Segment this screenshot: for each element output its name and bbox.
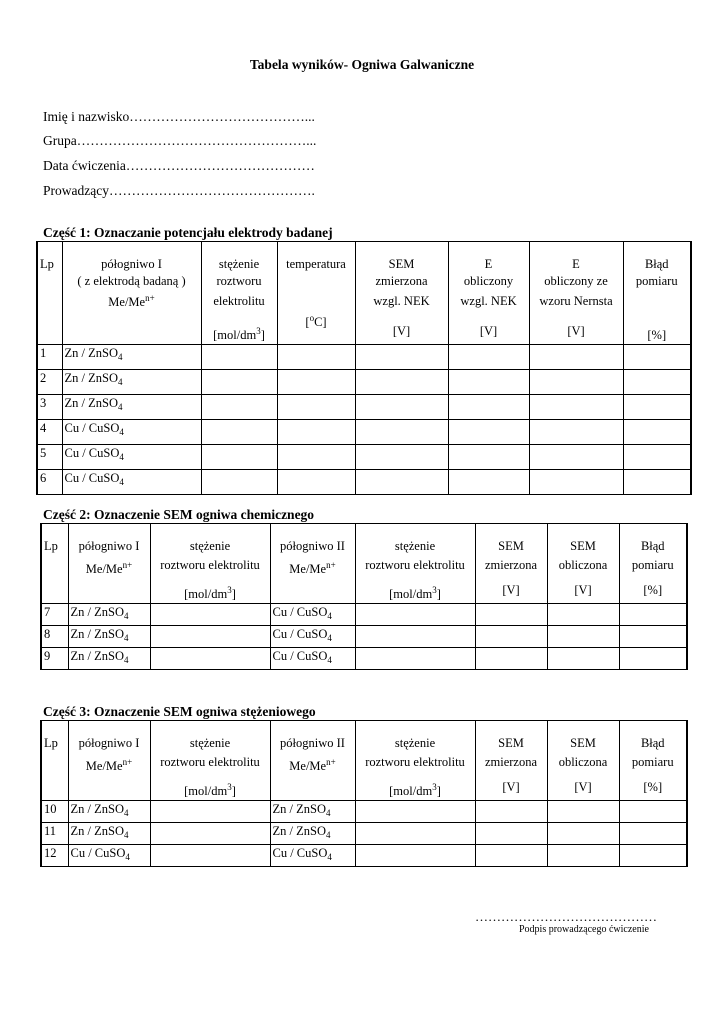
p1-h-e-nernst: E obliczony ze wzoru Nernsta [V] [529,242,623,345]
row-halfcell1: Zn / ZnSO$_4$ [68,648,150,670]
input-cell[interactable] [623,470,691,495]
table-row [37,470,691,495]
input-cell[interactable] [355,604,475,626]
input-cell[interactable] [277,420,355,445]
row-halfcell: Zn / ZnSO$_4$ [62,370,201,395]
p2-h-error: Błąd pomiaru [%] [619,524,687,604]
input-cell[interactable] [355,626,475,648]
row-lp: 9 [41,648,68,670]
p3-h-sem-measured: SEM zmierzona [V] [475,721,547,801]
row-halfcell2: Cu / CuSO$_4$ [270,626,355,648]
row-halfcell1: Cu / CuSO$_4$ [68,845,150,867]
table-row [41,823,687,845]
input-cell[interactable] [448,420,529,445]
row-lp: 8 [41,626,68,648]
input-cell[interactable] [619,604,687,626]
row-lp: 2 [37,370,62,395]
input-cell[interactable] [150,648,270,670]
input-cell[interactable] [547,845,619,867]
table-row [41,801,687,823]
input-cell[interactable] [150,823,270,845]
p1-h-halfcell: półogniwo I ( z elektrodą badaną ) $Me/Me^{n+}$ [62,242,201,345]
part1-table [36,241,692,495]
input-cell[interactable] [201,370,277,395]
table-row [37,445,691,470]
p2-h-sem-measured: SEM zmierzona [V] [475,524,547,604]
part2-title: Część 2: Oznaczenie SEM ogniwa chemicznego [43,507,315,522]
input-cell[interactable] [448,445,529,470]
input-cell[interactable] [150,845,270,867]
row-halfcell1: Zn / ZnSO$_4$ [68,626,150,648]
input-cell[interactable] [547,648,619,670]
p3-h-halfcell2: półogniwo II $Me/Me^{n+}$ [270,721,355,801]
input-cell[interactable] [277,345,355,370]
input-cell[interactable] [529,470,623,495]
row-halfcell1: Zn / ZnSO$_4$ [68,604,150,626]
table-row [41,648,687,670]
row-halfcell1: Zn / ZnSO$_4$ [68,823,150,845]
p3-h-conc2: stężenie roztworu elektrolitu $[mol/dm^3]$ [355,721,475,801]
input-cell[interactable] [277,395,355,420]
field-instructor: Prowadzący………………………………………. [43,183,315,198]
input-cell[interactable] [355,445,448,470]
input-cell[interactable] [623,445,691,470]
p2-h-sem-calc: SEM obliczona [V] [547,524,619,604]
input-cell[interactable] [448,370,529,395]
input-cell[interactable] [529,420,623,445]
p1-h-e-nek: E obliczony wzgl. NEK [V] [448,242,529,345]
input-cell[interactable] [547,801,619,823]
table-row [41,845,687,867]
signature-line: …………………………………… [475,909,657,924]
input-cell[interactable] [201,445,277,470]
table-row [37,370,691,395]
p1-h-sem: SEM zmierzona wzgl. NEK [V] [355,242,448,345]
row-halfcell: Zn / ZnSO$_4$ [62,395,201,420]
p1-h-lp: Lp [37,242,62,345]
input-cell[interactable] [529,345,623,370]
row-lp: 6 [37,470,62,495]
input-cell[interactable] [355,801,475,823]
input-cell[interactable] [475,845,547,867]
input-cell[interactable] [355,370,448,395]
input-cell[interactable] [619,845,687,867]
input-cell[interactable] [448,470,529,495]
row-lp: 7 [41,604,68,626]
table-row [37,420,691,445]
input-cell[interactable] [623,345,691,370]
p1-h-conc: stężenie roztworu elektrolitu $[mol/dm^3]$ [201,242,277,345]
input-cell[interactable] [355,845,475,867]
field-group: Grupa……………………………………………... [43,133,317,148]
input-cell[interactable] [355,648,475,670]
input-cell[interactable] [150,626,270,648]
p1-h-error: Błąd pomiaru [%] [623,242,691,345]
row-lp: 12 [41,845,68,867]
input-cell[interactable] [355,345,448,370]
input-cell[interactable] [475,823,547,845]
input-cell[interactable] [355,395,448,420]
row-halfcell2: Zn / ZnSO$_4$ [270,801,355,823]
p2-h-halfcell2: półogniwo II $Me/Me^{n+}$ [270,524,355,604]
input-cell[interactable] [448,395,529,420]
row-lp: 3 [37,395,62,420]
input-cell[interactable] [355,420,448,445]
input-cell[interactable] [355,823,475,845]
input-cell[interactable] [547,604,619,626]
signature-label: Podpis prowadzącego ćwiczenie [519,924,649,935]
row-halfcell: Cu / CuSO$_4$ [62,470,201,495]
row-halfcell: Zn / ZnSO$_4$ [62,345,201,370]
input-cell[interactable] [619,626,687,648]
input-cell[interactable] [619,823,687,845]
part1-header-row [37,242,691,345]
row-lp: 1 [37,345,62,370]
p2-h-conc2: stężenie roztworu elektrolitu $[mol/dm^3]$ [355,524,475,604]
input-cell[interactable] [201,470,277,495]
row-halfcell: Cu / CuSO$_4$ [62,445,201,470]
input-cell[interactable] [619,648,687,670]
field-date: Data ćwiczenia…………………………………… [43,158,315,173]
table-row [41,626,687,648]
p3-h-halfcell1: półogniwo I $Me/Me^{n+}$ [68,721,150,801]
input-cell[interactable] [623,395,691,420]
p3-h-sem-calc: SEM obliczona [V] [547,721,619,801]
input-cell[interactable] [475,626,547,648]
row-halfcell: Cu / CuSO$_4$ [62,420,201,445]
p2-h-conc1: stężenie roztworu elektrolitu $[mol/dm^3]$ [150,524,270,604]
part2-table [40,523,688,670]
p2-h-lp: Lp [41,524,68,604]
input-cell[interactable] [529,370,623,395]
p3-h-conc1: stężenie roztworu elektrolitu $[mol/dm^3]$ [150,721,270,801]
field-name: Imię i nazwisko…………………………………... [43,109,315,124]
row-halfcell1: Zn / ZnSO$_4$ [68,801,150,823]
row-lp: 4 [37,420,62,445]
input-cell[interactable] [277,370,355,395]
input-cell[interactable] [201,345,277,370]
input-cell[interactable] [201,395,277,420]
input-cell[interactable] [623,370,691,395]
part1-title: Część 1: Oznaczanie potencjału elektrody badanej [43,225,333,240]
input-cell[interactable] [619,801,687,823]
input-cell[interactable] [277,470,355,495]
part3-title: Część 3: Oznaczenie SEM ogniwa stężeniowego [43,704,316,719]
table-row [41,604,687,626]
p3-h-error: Błąd pomiaru [%] [619,721,687,801]
input-cell[interactable] [150,604,270,626]
table-row [37,345,691,370]
part3-table [40,720,688,867]
row-halfcell2: Zn / ZnSO$_4$ [270,823,355,845]
p1-h-temp: temperatura [$^o$C] [277,242,355,345]
p3-h-lp: Lp [41,721,68,801]
input-cell[interactable] [150,801,270,823]
document-title: Tabela wyników- Ogniwa Galwaniczne [249,57,475,72]
input-cell[interactable] [475,604,547,626]
input-cell[interactable] [547,823,619,845]
row-lp: 11 [41,823,68,845]
input-cell[interactable] [623,420,691,445]
input-cell[interactable] [201,420,277,445]
p2-h-halfcell1: półogniwo I $Me/Me^{n+}$ [68,524,150,604]
input-cell[interactable] [547,626,619,648]
row-halfcell2: Cu / CuSO$_4$ [270,604,355,626]
row-lp: 5 [37,445,62,470]
table-row [37,395,691,420]
row-lp: 10 [41,801,68,823]
input-cell[interactable] [355,470,448,495]
row-halfcell2: Cu / CuSO$_4$ [270,845,355,867]
part2-header-row [41,524,687,604]
input-cell[interactable] [475,648,547,670]
input-cell[interactable] [475,801,547,823]
row-halfcell2: Cu / CuSO$_4$ [270,648,355,670]
input-cell[interactable] [529,395,623,420]
input-cell[interactable] [277,445,355,470]
input-cell[interactable] [448,345,529,370]
input-cell[interactable] [529,445,623,470]
part3-header-row [41,721,687,801]
